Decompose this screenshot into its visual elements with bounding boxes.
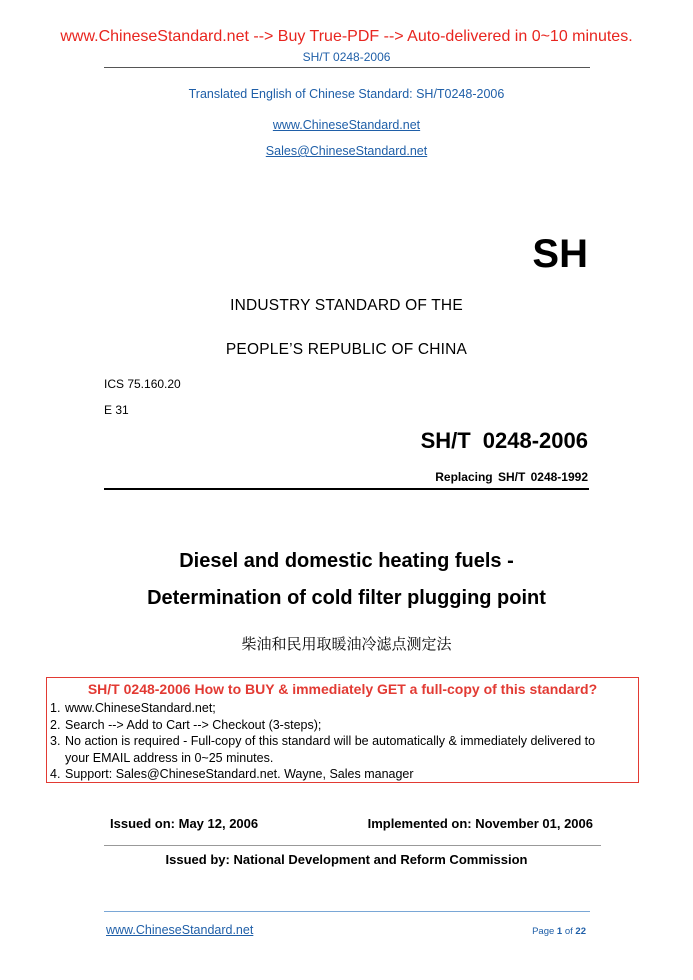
page-number: Page 1 of 22	[532, 926, 586, 937]
title-divider	[104, 488, 589, 490]
header-standard-code: SH/T 0248-2006	[302, 50, 391, 64]
issued-on: Issued on: May 12, 2006	[110, 816, 259, 831]
sh-logo: SH	[532, 232, 588, 276]
industry-line-2: PEOPLE’S REPUBLIC OF CHINA	[225, 341, 468, 358]
implemented-on: Implemented on: November 01, 2006	[367, 816, 593, 831]
chinese-title: 柴油和民用取暖油冷滤点测定法	[241, 635, 452, 653]
footer-divider	[104, 911, 590, 912]
ics-code: ICS 75.160.20	[104, 377, 181, 391]
email-link[interactable]: Sales@ChineseStandard.net	[265, 144, 428, 158]
classification-code: E 31	[104, 403, 129, 417]
issued-by: Issued by: National Development and Reform Commission	[165, 852, 528, 867]
purchase-heading: SH/T 0248-2006 How to BUY & immediately GET a full-copy of this standard?	[87, 681, 598, 697]
purchase-steps	[50, 700, 595, 783]
replacing-note: Replacing SH/T 0248-1992	[435, 470, 588, 484]
promo-banner[interactable]: www.ChineseStandard.net --> Buy True-PDF --> Auto-delivered in 0~10 minutes.	[60, 28, 633, 45]
purchase-step: 2. Search --> Add to Cart --> Checkout (3-steps);	[50, 717, 322, 732]
footer-website-link[interactable]: www.ChineseStandard.net	[106, 923, 254, 937]
industry-line-1: INDUSTRY STANDARD OF THE	[230, 297, 463, 314]
purchase-step: 4. Support: Sales@ChineseStandard.net. Wayne, Sales manager	[50, 767, 414, 781]
document-title-line-2: Determination of cold filter plugging point	[147, 587, 546, 609]
purchase-step: your EMAIL address in 0~25 minutes.	[65, 750, 274, 765]
standard-number: SH/T 0248-2006	[420, 428, 588, 453]
purchase-info-box	[46, 677, 639, 783]
document-title-line-1: Diesel and domestic heating fuels -	[179, 550, 514, 572]
header-divider	[104, 67, 590, 68]
translated-line: Translated English of Chinese Standard: SH/T0248-2006	[188, 87, 505, 101]
website-link[interactable]: www.ChineseStandard.net	[272, 118, 421, 132]
purchase-step: 1. www.ChineseStandard.net;	[50, 701, 216, 715]
purchase-step: 3. No action is required - Full-copy of this standard will be automatically & immediately delivered to	[50, 734, 596, 748]
issue-divider	[104, 845, 601, 846]
